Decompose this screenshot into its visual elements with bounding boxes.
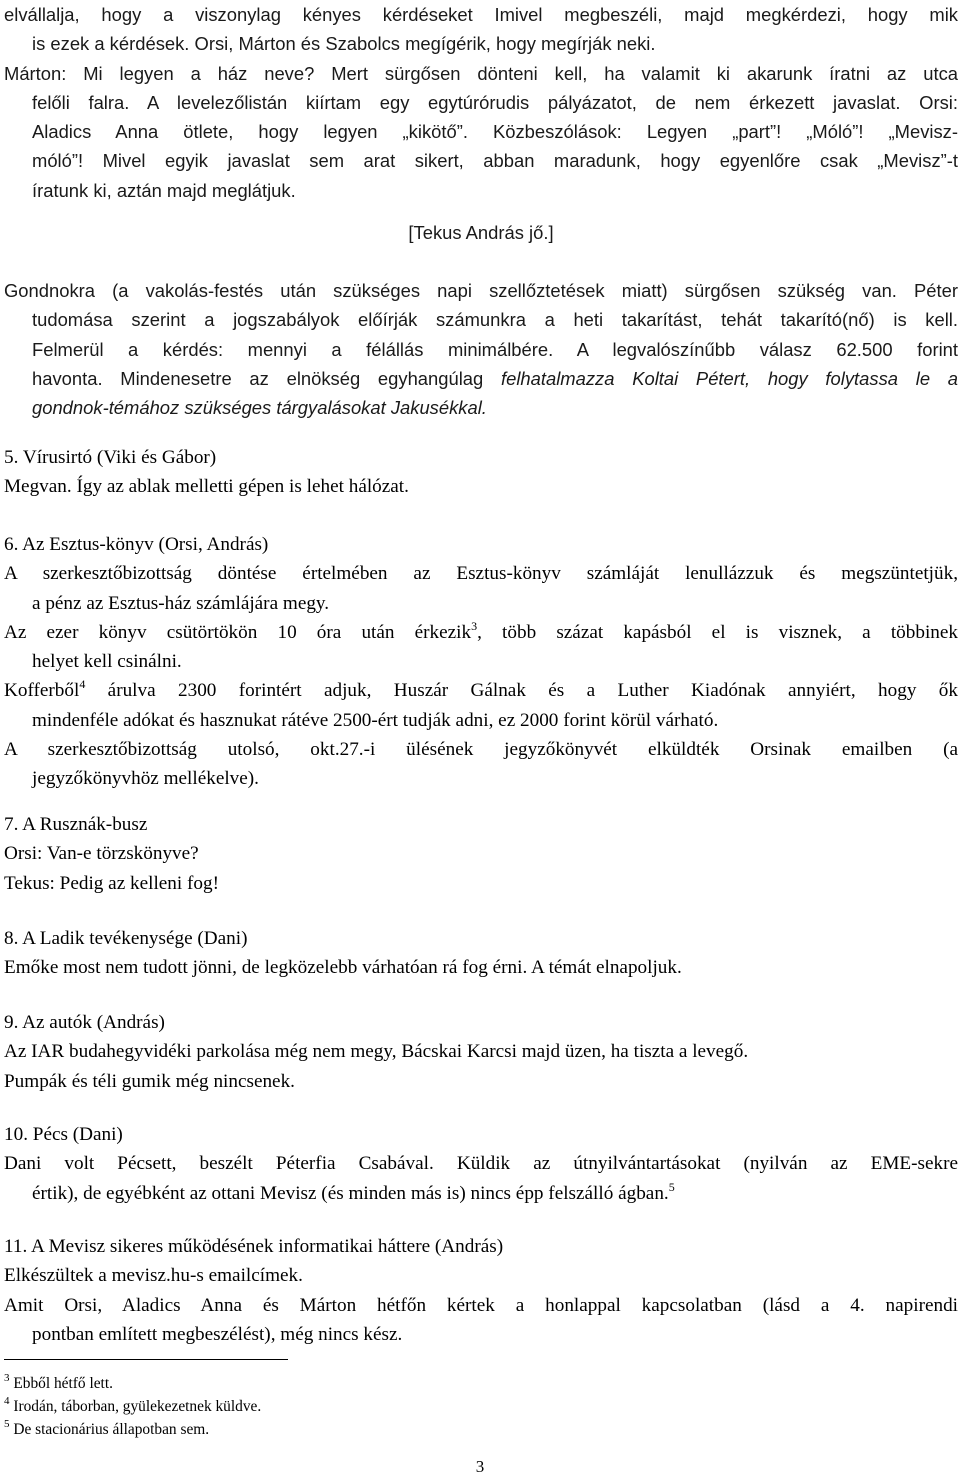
- bracket-note: [4, 218, 958, 247]
- section-7: [4, 810, 958, 898]
- house-name-paragraph: [4, 0, 958, 205]
- resolution-text: gondnok-témához szükséges tárgyalásokat Jakusékkal.: [32, 397, 487, 419]
- footnote-text: Ebből hétfő lett.: [13, 1375, 113, 1392]
- section-6: [4, 530, 958, 794]
- text-line: Dani volt Pécsett, beszélt Péterfia Csabával. Küldik az útnyilvántartásokat (nyilván az EME-sekre: [4, 1153, 958, 1175]
- footnote: [4, 1418, 209, 1442]
- text-run: havonta. Mindenesetre az elnökség egyhangúlag: [32, 367, 501, 389]
- page-number: 3: [475, 1457, 485, 1476]
- footnote-number: 5: [4, 1418, 10, 1430]
- section-heading: 5. Vírusirtó (Viki és Gábor): [4, 447, 217, 468]
- section-10: [4, 1120, 958, 1208]
- text-line: Gondnokra (a vakolás-festés után szükséges napi szellőztetések miatt) sürgősen szükség van. Péter: [4, 280, 958, 301]
- text-line: Elkészültek a mevisz.hu-s emailcímek.: [4, 1265, 303, 1287]
- footnote-ref: 5: [668, 1179, 675, 1194]
- section-heading: 6. Az Esztus-könyv (Orsi, András): [4, 534, 269, 555]
- text-line: pontban említett megbeszélést), még nincs kész.: [32, 1323, 403, 1345]
- text-line: Az IAR budahegyvidéki parkolása még nem megy, Bácskai Karcsi majd üzen, ha tiszta a levegő.: [4, 1041, 749, 1063]
- footnote-number: 4: [4, 1395, 10, 1407]
- text-line: jegyzőkönyvhöz mellékelve).: [32, 768, 259, 790]
- text-line: [4, 676, 958, 705]
- footnote-ref: 3: [471, 618, 478, 633]
- text-line: a pénz az Esztus-ház számlájára megy.: [32, 592, 330, 614]
- text-line: Tekus: Pedig az kelleni fog!: [4, 872, 219, 894]
- text-line: [4, 1179, 958, 1208]
- text-line: Pumpák és téli gumik még nincsenek.: [4, 1070, 295, 1092]
- text-run: Az ezer könyv csütörtökön 10 óra után érkezik: [4, 621, 472, 643]
- text-run: árulva 2300 forintért adjuk, Huszár Gálnak és a Luther Kiadónak annyiért, hogy ők: [85, 680, 958, 702]
- text-line: [4, 364, 958, 393]
- section-heading: 8. A Ladik tevékenysége (Dani): [4, 928, 248, 949]
- text-line: Megvan. Így az ablak melletti gépen is lehet hálózat.: [4, 476, 409, 498]
- section-11: [4, 1232, 958, 1349]
- text-line: Amit Orsi, Aladics Anna és Márton hétfőn kértek a honlappal kapcsolatban (lásd a 4. napirendi: [4, 1294, 958, 1316]
- section-9: [4, 1008, 958, 1096]
- footnote-ref: 4: [79, 677, 86, 692]
- section-8: [4, 924, 958, 983]
- text-run: , több százat kapásból el is visznek, a többinek: [477, 621, 958, 643]
- text-run: értik), de egyébként az ottani Mevisz (és minden más is) nincs épp felszálló ágban.: [32, 1182, 669, 1204]
- footnote-separator: [4, 1359, 288, 1360]
- section-heading: 10. Pécs (Dani): [4, 1124, 123, 1145]
- text-line: Aladics Anna ötlete, hogy legyen „kikötő”. Közbeszólások: Legyen „part”! „Móló”! „Mevisz-: [32, 121, 958, 143]
- footnote-text: Irodán, táborban, gyülekezetnek küldve.: [13, 1398, 262, 1415]
- footnote-number: 3: [4, 1372, 10, 1384]
- text-line: mindenféle adókat és hasznukat rátéve 2500-ért tudják adni, ez 2000 forint körül várható.: [32, 709, 719, 731]
- section-heading: 9. Az autók (András): [4, 1012, 165, 1033]
- resolution-text: felhatalmazza Koltai Pétert, hogy folytassa le a: [501, 367, 958, 389]
- text-run: Kofferből: [4, 680, 80, 702]
- caretaker-paragraph: [4, 276, 958, 422]
- text-line: helyet kell csinálni.: [32, 651, 182, 673]
- section-heading: 11. A Mevisz sikeres működésének informatikai háttere (András): [4, 1236, 504, 1257]
- section-5: [4, 443, 958, 502]
- text-line: is ezek a kérdések. Orsi, Márton és Szabolcs megígérik, hogy megírják neki.: [32, 33, 656, 55]
- text-line: móló”! Mivel egyik javaslat sem arat sikert, abban maradunk, hogy egyenlőre csak „Mevisz”-t: [32, 150, 958, 172]
- text-line: tudomása szerint a jogszabályok előírják számunkra a heti takarítást, tehát takarító(nő) is kell.: [32, 309, 958, 331]
- text-line: felőli falra. A levelezőlistán kiírtam egy egytúrórudis pályázatot, de nem érkezett javaslat. Orsi:: [32, 91, 958, 113]
- section-heading: 7. A Rusznák-busz: [4, 814, 148, 835]
- footnote: [4, 1395, 261, 1419]
- text-line: íratunk ki, aztán majd meglátjuk.: [32, 179, 296, 201]
- text-line: Márton: Mi legyen a ház neve? Mert sürgősen dönteni kell, ha valamit ki akarunk íratni az utca: [4, 62, 958, 84]
- text-line: elvállalja, hogy a viszonylag kényes kérdéseket Imivel megbeszéli, majd megkérdezi, hogy mik: [4, 4, 958, 25]
- text-line: A szerkesztőbizottság döntése értelmében az Esztus-könyv számláját lenullázzuk és megszüntetjük,: [4, 563, 958, 585]
- text-line: A szerkesztőbizottság utolsó, okt.27.-i ülésének jegyzőkönyvét elküldték Orsinak emailben (a: [4, 739, 958, 761]
- text-line: Orsi: Van-e törzskönyve?: [4, 843, 199, 865]
- footnote-text: De stacionárius állapotban sem.: [13, 1421, 210, 1438]
- footnote: [4, 1372, 113, 1396]
- arrival-note: [Tekus András jő.]: [408, 222, 554, 243]
- text-line: [4, 618, 958, 647]
- text-line: Felmerül a kérdés: mennyi a félállás minimálbére. A legvalószínűbb válasz 62.500 forint: [32, 338, 958, 360]
- text-line: Emőke most nem tudott jönni, de legközelebb várhatóan rá fog érni. A témát elnapoljuk.: [4, 957, 682, 979]
